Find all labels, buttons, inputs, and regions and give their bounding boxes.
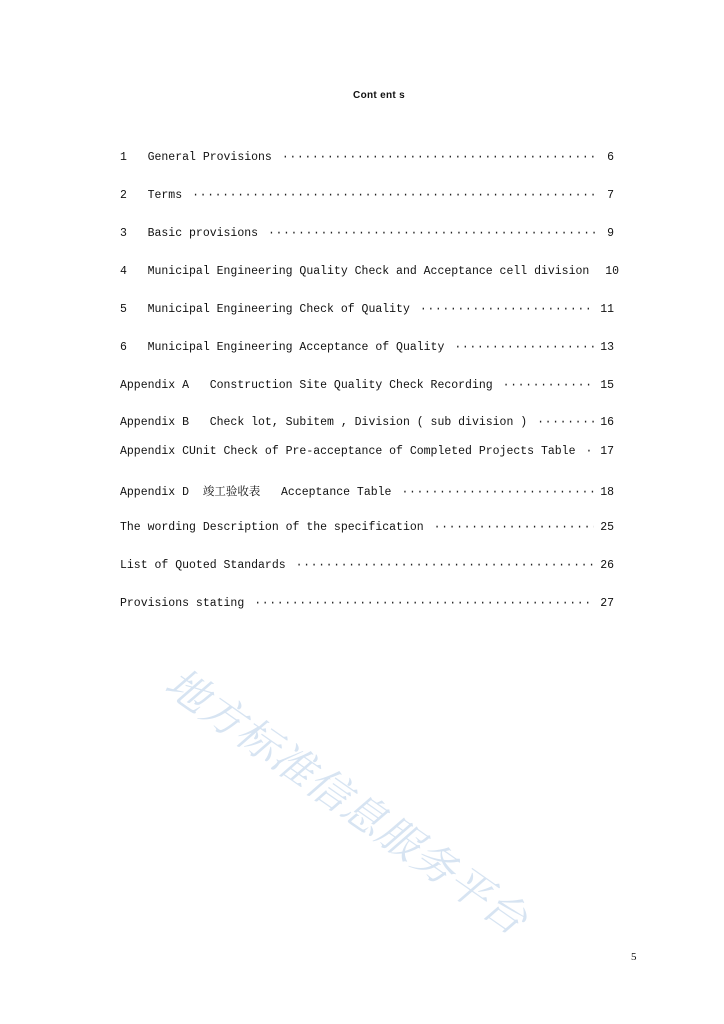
toc-entry[interactable] — [120, 227, 614, 240]
toc-entry-label: The wording Description of the specification — [120, 521, 424, 534]
toc-entry[interactable] — [120, 416, 614, 429]
toc-entry[interactable] — [120, 151, 614, 164]
toc-dot-leader — [296, 559, 595, 572]
toc-dot-leader — [268, 227, 596, 240]
toc-dot-leader — [282, 151, 596, 164]
toc-dot-leader — [585, 445, 594, 458]
toc-entry-label: 6 Municipal Engineering Acceptance of Quality — [120, 341, 445, 354]
toc-entry-page: 13 — [600, 341, 614, 354]
toc-entry[interactable] — [120, 521, 614, 534]
toc-entry[interactable] — [120, 379, 614, 392]
toc-entry-page: 26 — [600, 559, 614, 572]
toc-dot-leader — [192, 189, 596, 202]
toc-dot-leader — [537, 416, 594, 429]
toc-entry-page: 16 — [600, 416, 614, 429]
toc-dot-leader — [434, 521, 595, 534]
toc-entry-label: List of Quoted Standards — [120, 559, 286, 572]
toc-entry-page: 9 — [607, 227, 614, 240]
toc-entry[interactable] — [120, 189, 614, 202]
toc-entry-label: Appendix A Construction Site Quality Check Recording — [120, 379, 493, 392]
toc-entry-page: 15 — [600, 379, 614, 392]
toc-entry-label: Appendix CUnit Check of Pre-acceptance of Completed Projects Table — [120, 445, 576, 458]
toc-entry[interactable] — [120, 445, 614, 458]
toc-entry-label: Appendix D 竣工验收表 Acceptance Table — [120, 486, 392, 499]
toc-dot-leader — [503, 379, 595, 392]
toc-dot-leader — [454, 341, 594, 354]
toc-entry-label: 2 Terms — [120, 189, 183, 202]
toc-entry-label: 4 Municipal Engineering Quality Check and Acceptance cell division — [120, 265, 590, 278]
toc-entry[interactable] — [120, 341, 614, 354]
contents-title: Cont ent s — [353, 90, 405, 101]
toc-entry-page: 17 — [600, 445, 614, 458]
toc-entry[interactable] — [120, 303, 614, 316]
toc-entry-label: 5 Municipal Engineering Check of Quality — [120, 303, 410, 316]
toc-dot-leader — [420, 303, 594, 316]
toc-entry-page: 11 — [600, 303, 614, 316]
toc-entry-page: 10 — [605, 265, 620, 278]
toc-entry-label: Provisions stating — [120, 597, 245, 610]
toc-entry[interactable] — [120, 597, 614, 610]
toc-entry-page: 27 — [600, 597, 614, 610]
toc-entry[interactable] — [120, 265, 620, 278]
toc-entry[interactable] — [120, 483, 614, 499]
toc-entry-page: 6 — [607, 151, 614, 164]
toc-entry-label: 3 Basic provisions — [120, 227, 259, 240]
toc-entry-page: 18 — [600, 486, 614, 499]
toc-entry-page: 7 — [607, 189, 614, 202]
page-number: 5 — [631, 951, 637, 963]
toc-entry-label: 1 General Provisions — [120, 151, 272, 164]
toc-dot-leader — [254, 597, 594, 610]
toc-entry-page: 25 — [600, 521, 614, 534]
toc-entry-label: Appendix B Check lot, Subitem , Division ( sub division ) — [120, 416, 528, 429]
watermark: 地方标准信息服务平台 — [156, 657, 537, 945]
toc-dot-leader — [401, 486, 594, 499]
toc-entry[interactable] — [120, 559, 614, 572]
